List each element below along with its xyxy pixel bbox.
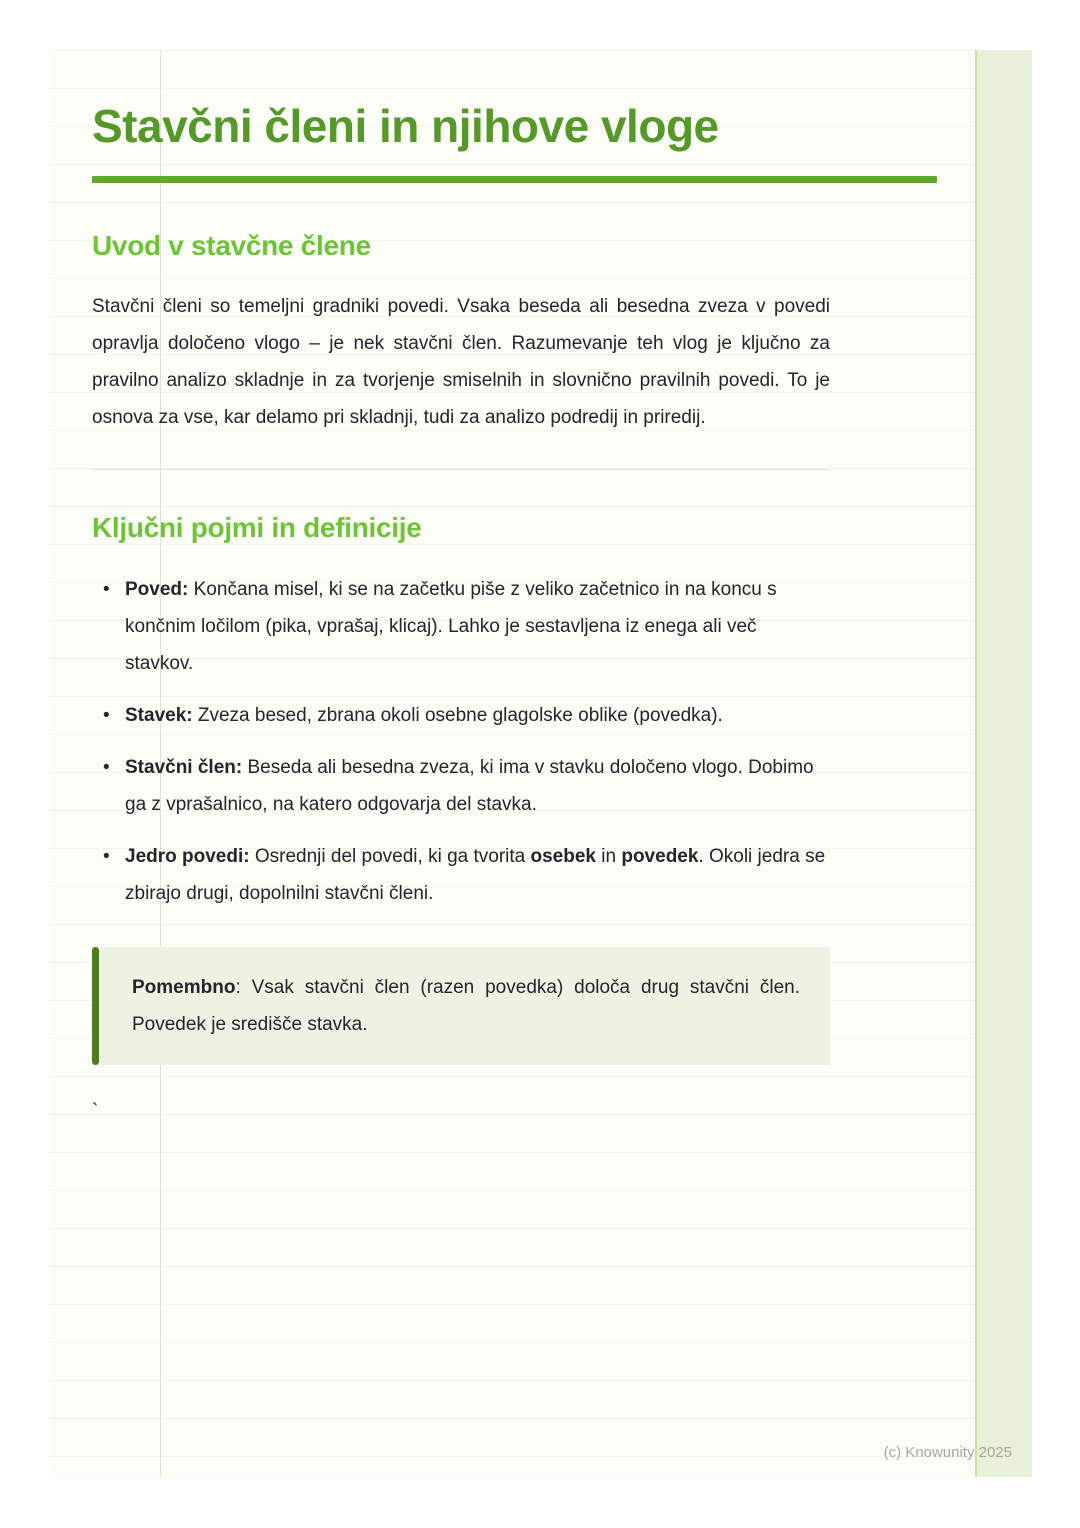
callout-separator: : — [235, 977, 252, 999]
bullet-marker: • — [103, 846, 110, 868]
document-content — [92, 50, 937, 1123]
list-item — [92, 749, 830, 823]
definition-text: Beseda ali besedna zveza, ki ima v stavku določeno vlogo. Dobimo ga z vprašalnico, na katero odgovarja del stavka. — [125, 757, 814, 816]
bullet-marker: • — [103, 757, 110, 779]
list-item — [92, 697, 830, 734]
emphasized-word: osebek — [530, 846, 596, 868]
section-heading-definitions: Ključni pojmi in definicije — [92, 512, 422, 544]
emphasized-word: povedek — [621, 846, 699, 868]
definition-text: Osrednji del povedi, ki ga tvorita — [249, 846, 531, 868]
intro-paragraph: Stavčni členi so temeljni gradniki povedi. Vsaka beseda ali besedna zveza v povedi opravlja določeno vlogo – je nek stavčni člen. Razumevanje teh vlog je ključno za pravilno analizo skladnje in za tvorjenje smiselnih in slovnično pravilnih povedi. To je osnova za vse, kar delamo pri skladnji, tudi za analizo podredij in priredij. — [92, 296, 830, 429]
section-heading-intro: Uvod v stavčne člene — [92, 230, 371, 262]
definition-term: Stavčni člen: — [125, 757, 243, 779]
definition-text: . Okoli jedra se zbirajo drugi, dopolnilni stavčni členi. — [125, 846, 826, 905]
callout-text: Vsak stavčni člen (razen povedka) določa drug stavčni člen. Povedek je središče stavka. — [132, 977, 800, 1036]
definition-term: Poved: — [125, 579, 189, 601]
definitions-list — [92, 571, 830, 912]
document-page — [50, 50, 1032, 1477]
definition-text: Zveza besed, zbrana okoli osebne glagolske oblike (povedka). — [192, 705, 723, 727]
definition-term: Stavek: — [125, 705, 193, 727]
definition-text: in — [595, 846, 622, 868]
callout-label: Pomembno — [132, 977, 236, 999]
list-item — [92, 571, 830, 682]
definition-term: Jedro povedi: — [125, 846, 250, 868]
list-item — [92, 838, 830, 912]
page-title: Stavčni členi in njihove vloge — [92, 100, 719, 152]
bullet-marker: • — [103, 705, 110, 727]
copyright-footer: (c) Knowunity 2025 — [883, 1444, 1012, 1461]
important-callout — [92, 947, 830, 1065]
decorative-side-band — [975, 50, 1032, 1477]
bullet-marker: • — [103, 579, 110, 601]
title-underline-rule — [92, 176, 937, 183]
definition-text: Končana misel, ki se na začetku piše z veliko začetnico in na koncu s končnim ločilom (pika, vprašaj, klicaj). Lahko je sestavljena iz enega ali več stavkov. — [125, 579, 777, 675]
stray-backtick-character: ` — [92, 1101, 99, 1123]
section-divider — [92, 469, 830, 470]
callout-accent-bar — [92, 947, 99, 1065]
